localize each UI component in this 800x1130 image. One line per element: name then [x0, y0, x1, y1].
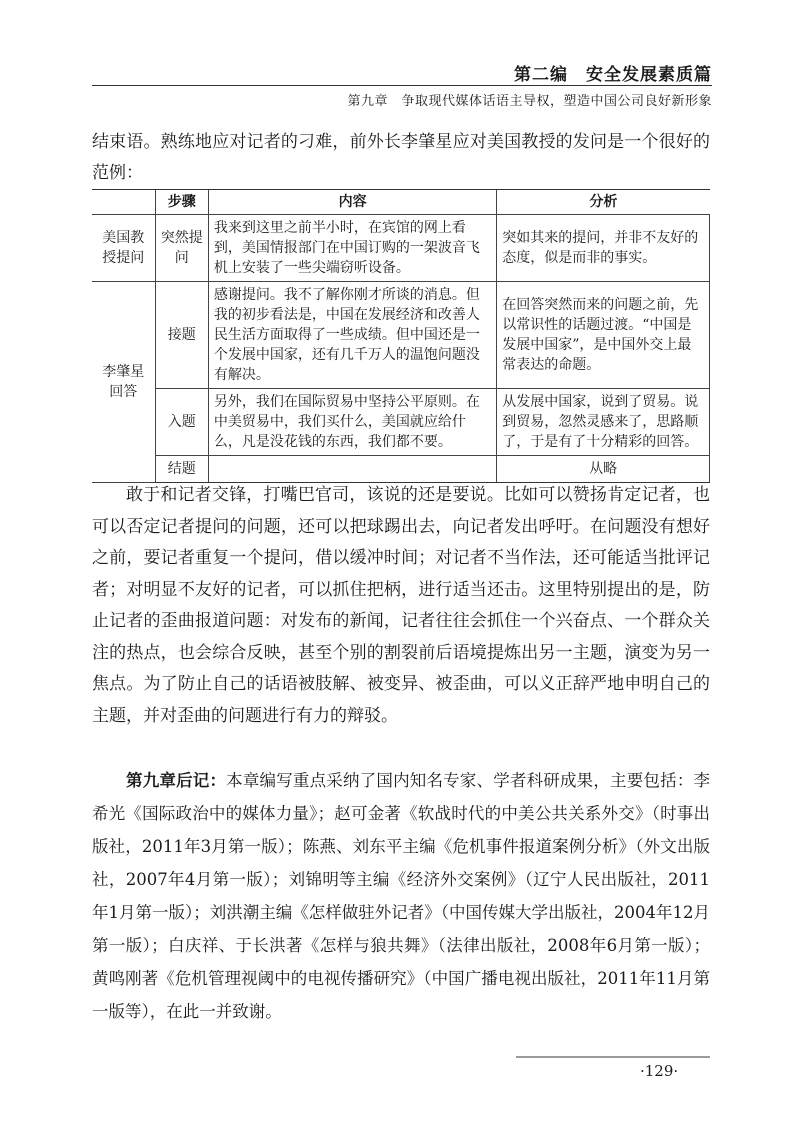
intro-paragraph: 结束语。熟练地应对记者的刁难，前外长李肇星应对美国教授的发问是一个很好的范例：	[92, 132, 710, 183]
header-speaker	[92, 190, 155, 215]
analysis-cell: 从发展中国家，说到了贸易。说到贸易，忽然灵感来了，思路顺了，于是有了十分精彩的回答。	[497, 389, 710, 456]
speaker-cell: 美国教授提问	[92, 215, 155, 282]
postscript-paragraph	[92, 764, 710, 1028]
step-cell: 入题	[155, 389, 208, 456]
postscript-text: 本章编写重点采纳了国内知名专家、学者科研成果，主要包括：李希光《国际政治中的媒体力量》；赵可金著《软战时代的中美公共关系外交》（时事出版社，2011年3月第一版）；陈燕、刘东平主编《危机事件报道案例分析》（外文出版社，2007年4月第一版）；刘锦明等主编《经济外交案例》（辽宁人民出版社，2011年1月第一版）；刘洪潮主编《怎样做驻外记者》（中国传媒大学出版社，2004年12月第一版）；白庆祥、于长洪著《怎样与狼共舞》（法律出版社，2008年6月第一版）；黄鸣刚著《危机管理视阈中的电视传播研究》（中国广播电视出版社，2011年11月第一版等），在此一并致谢。	[92, 771, 711, 1021]
dialogue-analysis-table	[92, 189, 710, 483]
running-header	[92, 58, 712, 114]
analysis-cell: 从略	[497, 456, 710, 483]
content-cell: 感谢提问。我不了解你刚才所谈的消息。但我的初步看法是，中国在发展经济和改善人民生活方面取得了一些成绩。但中国还是一个发展中国家，还有几千万人的温饱问题没有解决。	[208, 282, 496, 389]
header-rule	[92, 85, 712, 86]
table-row	[92, 389, 710, 456]
table-row	[92, 282, 710, 389]
table-row	[92, 215, 710, 282]
analysis-cell: 在回答突然而来的问题之前，先以常识性的话题过渡。“中国是发展中国家”，是中国外交上最常表达的命题。	[497, 282, 710, 389]
part-title: 第二编 安全发展素质篇	[514, 65, 712, 85]
content-cell	[208, 456, 496, 483]
table-row	[92, 456, 710, 483]
header-content: 内容	[208, 190, 496, 215]
analysis-cell: 突如其来的提问，并非不友好的态度，似是而非的事实。	[497, 215, 710, 282]
content-cell: 另外，我们在国际贸易中坚持公平原则。在中美贸易中，我们买什么，美国就应给什么，凡是没花钱的东西，我们都不要。	[208, 389, 496, 456]
speaker-cell: 李肇星回答	[92, 282, 155, 483]
step-cell: 接题	[155, 282, 208, 389]
page-number: ·129·	[640, 1062, 679, 1080]
footer-rule	[516, 1056, 710, 1058]
content-cell: 我来到这里之前半小时，在宾馆的网上看到，美国情报部门在中国订购的一架波音飞机上安装了一些尖端窃听设备。	[208, 215, 496, 282]
chapter-title: 第九章 争取现代媒体话语主导权，塑造中国公司良好新形象	[347, 94, 712, 109]
step-cell: 突然提问	[155, 215, 208, 282]
step-cell: 结题	[155, 456, 208, 483]
postscript-lead: 第九章后记：	[126, 771, 227, 790]
table-header-row	[92, 190, 710, 215]
header-analysis: 分析	[497, 190, 710, 215]
body-paragraph: 敢于和记者交锋，打嘴巴官司，该说的还是要说。比如可以赞扬肯定记者，也可以否定记者提问的问题，还可以把球踢出去，向记者发出呼吁。在问题没有想好之前，要记者重复一个提问，借以缓冲时间；对记者不当作法，还可能适当批评记者；对明显不友好的记者，可以抓住把柄，进行适当还击。这里特别提出的是，防止记者的歪曲报道问题：对发布的新闻，记者往往会抓住一个兴奋点、一个群众关注的热点，也会综合反映，甚至个别的割裂前后语境提炼出另一主题，演变为另一焦点。为了防止自己的话语被肢解、被变异、被歪曲，可以义正辞严地申明自己的主题，并对歪曲的问题进行有力的辩驳。	[92, 485, 710, 726]
header-step: 步骤	[155, 190, 208, 215]
